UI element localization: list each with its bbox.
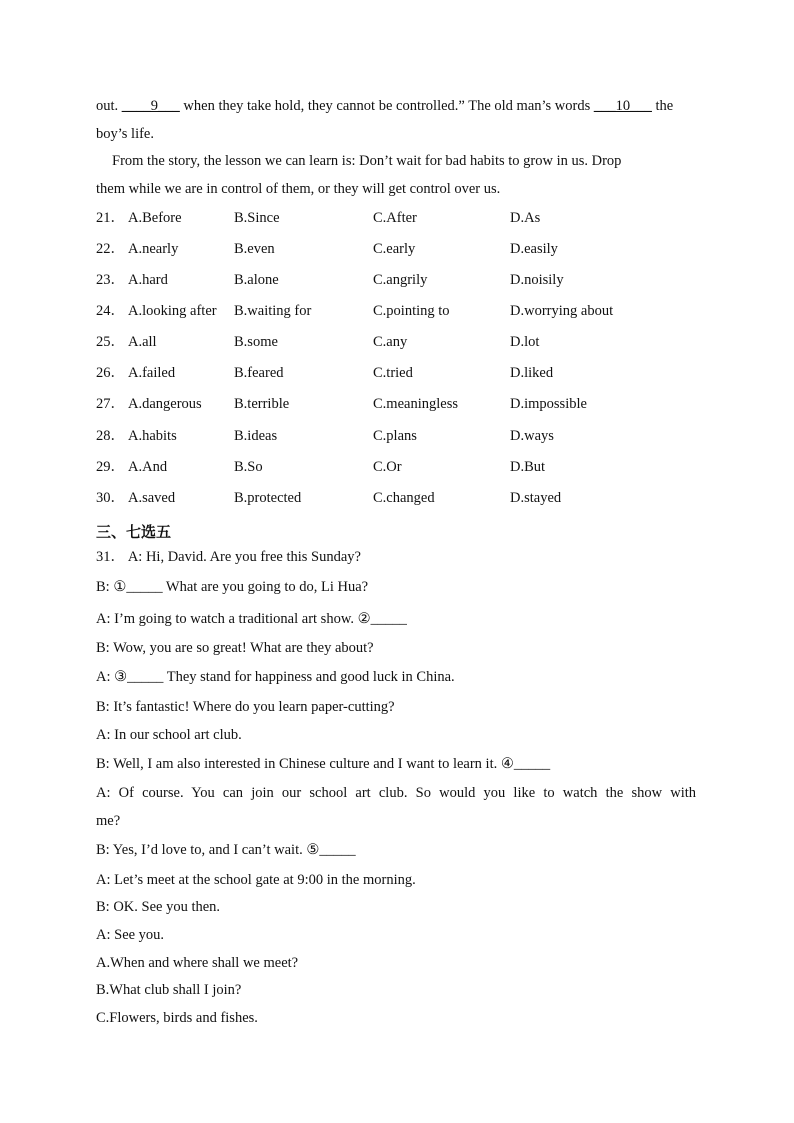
dialogue-line: A: See you. (96, 927, 165, 943)
question-number: 30． (96, 490, 125, 506)
question-number: 23． (96, 272, 125, 288)
question-number: 25． (96, 334, 125, 350)
dialogue-line: A: Of course. You can join our school art club. So would you like to watch the show with (96, 785, 696, 801)
option-a: A.hard (128, 272, 168, 288)
option-c: C.any (373, 334, 408, 350)
option-c: C.angrily (373, 272, 428, 288)
question-row (96, 458, 696, 476)
question-row (96, 427, 696, 445)
passage-text: the (655, 98, 674, 114)
dialogue-line: B: It’s fantastic! Where do you learn paper-cutting? (96, 699, 395, 715)
option-d: D.worrying about (510, 303, 614, 319)
question-row (96, 271, 696, 289)
answer-option-c: C.Flowers, birds and fishes. (96, 1010, 258, 1026)
answer-option-b: B.What club shall I join? (96, 982, 242, 998)
passage-line-1 (96, 97, 696, 115)
passage-line-3: From the story, the lesson we can learn is: Don’t wait for bad habits to grow in us. Drop (112, 153, 622, 169)
option-c: C.plans (373, 428, 417, 444)
question-number: 26． (96, 365, 125, 381)
question-row (96, 240, 696, 258)
passage-text: when they take hold, they cannot be controlled.” The old man’s words (183, 98, 591, 114)
question-row (96, 302, 696, 320)
dialogue-line: B: Well, I am also interested in Chinese culture and I want to learn it. ④_____ (96, 756, 551, 772)
question-number: 27． (96, 396, 125, 412)
passage-line-2: boy’s life. (96, 126, 154, 142)
blank-9: ____9___ (121, 98, 180, 114)
question-number: 29． (96, 459, 125, 475)
option-b: B.Since (234, 210, 280, 226)
option-c: C.Or (373, 459, 402, 475)
option-b: B.ideas (234, 428, 278, 444)
option-b: B.So (234, 459, 263, 475)
option-d: D.ways (510, 428, 554, 444)
dialogue-line: A: I’m going to watch a traditional art show. ②_____ (96, 611, 407, 627)
dialogue-line: me? (96, 813, 121, 829)
passage-line-4: them while we are in control of them, or they will get control over us. (96, 181, 501, 197)
question-row (96, 333, 696, 351)
option-c: C.After (373, 210, 417, 226)
option-b: B.even (234, 241, 275, 257)
option-b: B.protected (234, 490, 302, 506)
option-c: C.pointing to (373, 303, 450, 319)
dialogue-line: B: Wow, you are so great! What are they about? (96, 640, 374, 656)
option-d: D.noisily (510, 272, 564, 288)
option-a: A.dangerous (128, 396, 202, 412)
option-a: A.habits (128, 428, 177, 444)
question-number: 28． (96, 428, 125, 444)
option-c: C.early (373, 241, 416, 257)
blank-10: ___10___ (593, 98, 652, 114)
option-c: C.meaningless (373, 396, 458, 412)
option-a: A.Before (128, 210, 182, 226)
option-a: A.nearly (128, 241, 179, 257)
option-c: C.tried (373, 365, 413, 381)
option-d: D.liked (510, 365, 554, 381)
question-row (96, 395, 696, 413)
option-d: D.As (510, 210, 541, 226)
answer-option-a: A.When and where shall we meet? (96, 955, 299, 971)
option-a: A.looking after (128, 303, 217, 319)
dialogue-line: A: ③_____ They stand for happiness and good luck in China. (96, 669, 455, 685)
option-b: B.terrible (234, 396, 290, 412)
option-b: B.waiting for (234, 303, 312, 319)
option-a: A.failed (128, 365, 176, 381)
option-d: D.impossible (510, 396, 587, 412)
option-a: A.all (128, 334, 157, 350)
option-d: D.But (510, 459, 546, 475)
dialogue-line: A: In our school art club. (96, 727, 242, 743)
dialogue-line: B: OK. See you then. (96, 899, 221, 915)
question-number: 22． (96, 241, 125, 257)
section-heading: 三、七选五 (96, 523, 172, 541)
dialogue-line: B: ①_____ What are you going to do, Li Hua? (96, 579, 369, 595)
dialogue-line: B: Yes, I’d love to, and I can’t wait. ⑤_____ (96, 842, 356, 858)
dialogue-line: 31． A: Hi, David. Are you free this Sunday? (96, 549, 361, 565)
question-row (96, 364, 696, 382)
dialogue-line: A: Let’s meet at the school gate at 9:00 in the morning. (96, 872, 416, 888)
option-b: B.alone (234, 272, 279, 288)
option-b: B.feared (234, 365, 284, 381)
question-row (96, 489, 696, 507)
passage-text: out. (96, 98, 119, 114)
question-number: 24． (96, 303, 125, 319)
option-b: B.some (234, 334, 278, 350)
option-a: A.And (128, 459, 168, 475)
option-a: A.saved (128, 490, 176, 506)
option-d: D.easily (510, 241, 558, 257)
option-d: D.lot (510, 334, 540, 350)
option-d: D.stayed (510, 490, 562, 506)
question-number: 21． (96, 210, 125, 226)
option-c: C.changed (373, 490, 435, 506)
question-row (96, 209, 696, 227)
